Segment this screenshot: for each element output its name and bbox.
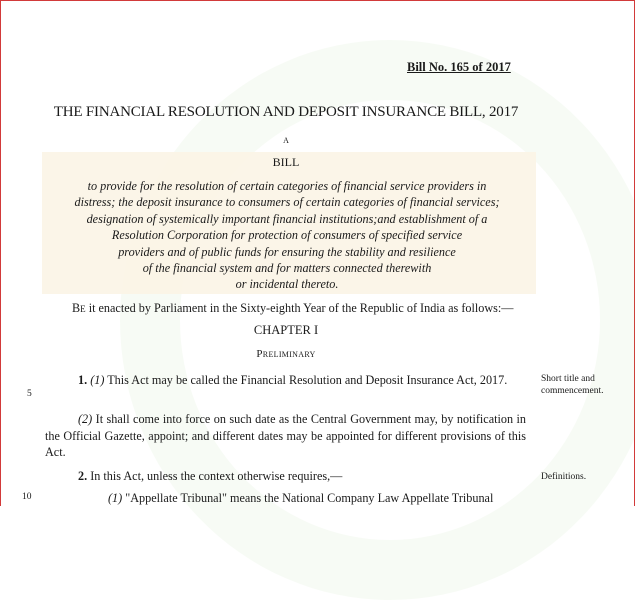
enacting-text: it enacted by Parliament in the Sixty-eighth Year of the Republic of India as follows:— bbox=[85, 301, 514, 315]
preamble-line: to provide for the resolution of certain categories of financial service providers in bbox=[87, 179, 487, 193]
preamble-line: Resolution Corporation for protection of consumers of specified service bbox=[111, 228, 463, 243]
enacting-lead: Be bbox=[72, 301, 86, 315]
section-2 bbox=[45, 468, 526, 485]
subsection-number: (2) bbox=[78, 412, 93, 426]
section-1-2 bbox=[45, 411, 526, 461]
bill-title: THE FINANCIAL RESOLUTION AND DEPOSIT INSURANCE BILL, 2017 bbox=[53, 104, 519, 120]
section-1-1 bbox=[45, 372, 526, 389]
preamble-line: providers and of public funds for ensuring the stability and resilience bbox=[118, 244, 456, 259]
watermark-seal bbox=[120, 40, 635, 600]
chapter-heading: CHAPTER I bbox=[253, 323, 319, 337]
preamble-line: designation of systemically important financial institutions;and establishment of a bbox=[86, 211, 488, 226]
preamble-line: of the financial system and for matters connected therewith bbox=[142, 261, 432, 276]
article-a: A bbox=[283, 136, 289, 145]
margin-note-short-title: Short title and commencement. bbox=[541, 374, 604, 396]
subsection-number: (1) bbox=[90, 373, 105, 387]
preamble bbox=[48, 178, 526, 293]
chapter-title: Preliminary bbox=[256, 348, 316, 360]
section-text: "Appellate Tribunal" means the National Company Law Appellate Tribunal bbox=[122, 491, 494, 505]
preamble-line: distress; the deposit insurance to consumers of certain categories of financial services; bbox=[74, 195, 500, 210]
line-number-10: 10 bbox=[22, 492, 32, 502]
bill-heading: BILL bbox=[272, 155, 300, 169]
margin-note-definitions: Definitions. bbox=[541, 472, 587, 482]
section-text: This Act may be called the Financial Resolution and Deposit Insurance Act, 2017. bbox=[104, 373, 508, 387]
subsection-number: (1) bbox=[108, 491, 123, 505]
line-number-5: 5 bbox=[27, 389, 32, 399]
section-text: It shall come into force on such date as the Central Government may, by notification in the Official Gazette, appoint; and different dates may be appointed for different provisions of this Act. bbox=[45, 412, 526, 459]
section-number: 1. bbox=[78, 373, 88, 387]
section-2-1 bbox=[45, 490, 526, 507]
preamble-line: or incidental thereto. bbox=[235, 277, 339, 292]
bill-number: Bill No. 165 of 2017 bbox=[407, 60, 511, 74]
section-text: In this Act, unless the context otherwise requires,— bbox=[87, 469, 343, 483]
section-number: 2. bbox=[78, 469, 88, 483]
enacting-formula bbox=[72, 301, 513, 316]
